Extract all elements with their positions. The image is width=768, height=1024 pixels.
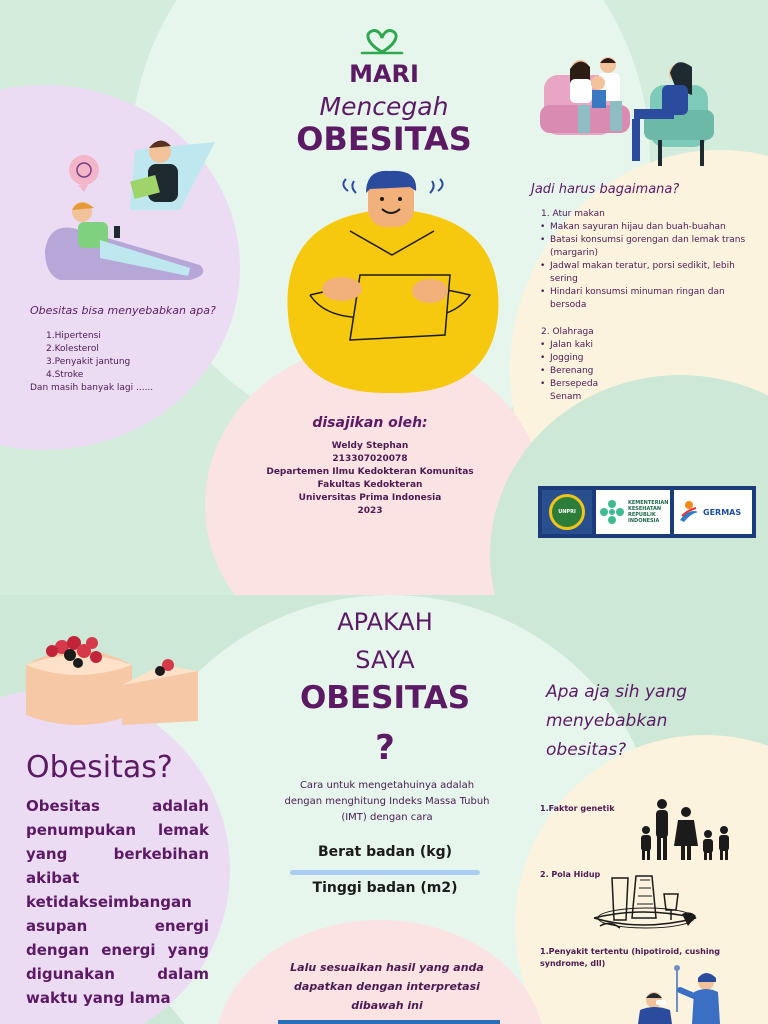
heart-logo-icon bbox=[358, 26, 406, 56]
logos-bar bbox=[538, 486, 756, 538]
presenter-line: Fakultas Kedokteran bbox=[317, 480, 423, 490]
presenter-label: disajikan oleh: bbox=[312, 415, 428, 431]
bmi-fraction-line bbox=[290, 870, 480, 875]
bmi-denominator: Tinggi badan (m2) bbox=[312, 880, 458, 896]
diet-item: • Hindari konsumsi minuman ringan dan bersoda bbox=[550, 286, 760, 312]
definition-title: Obesitas? bbox=[26, 750, 173, 785]
title-mencegah: Mencegah bbox=[319, 92, 449, 121]
cause-item: 3.Penyakit jantung bbox=[46, 357, 131, 367]
kemenkes-logo: KEMENTERIAN KESEHATAN REPUBLIK INDONESIA bbox=[596, 490, 670, 534]
diet-list bbox=[550, 221, 760, 312]
bmi-numerator: Berat badan (kg) bbox=[318, 844, 452, 860]
causes-list bbox=[46, 330, 226, 382]
saya-title: SAYA bbox=[355, 646, 415, 674]
cause-lifestyle: 2. Pola Hidup bbox=[540, 870, 601, 879]
presenter-line: 2023 bbox=[357, 506, 383, 516]
cause-disease: 1.Penyakit tertentu (hipotiroid, cushing syndrome, dll) bbox=[540, 947, 720, 968]
title-obesitas: OBESITAS bbox=[296, 120, 472, 158]
apakah-title: APAKAH bbox=[337, 608, 433, 636]
obese-man-illustration bbox=[280, 165, 505, 395]
presenter-line: Departemen Ilmu Kedokteran Komunitas bbox=[266, 467, 474, 477]
interpretation-table-edge bbox=[278, 1020, 500, 1024]
cause-item: 4.Stroke bbox=[46, 370, 84, 380]
presenter-line: 213307020078 bbox=[332, 454, 408, 464]
sport-item: • Jalan kaki bbox=[550, 339, 670, 352]
interpretation-text: Lalu sesuaikan hasil yang anda dapatkan dengan interpretasi dibawah ini bbox=[290, 961, 484, 1012]
diet-item: • Jadwal makan teratur, porsi sedikit, lebih sering bbox=[550, 260, 760, 286]
diet-item: • Batasi konsumsi gorengan dan lemak trans (margarin) bbox=[550, 234, 760, 260]
question-mark: ? bbox=[375, 728, 395, 768]
kemenkes-icon bbox=[599, 499, 625, 525]
cause-item: 1.Hipertensi bbox=[46, 331, 101, 341]
definition-text: Obesitas adalah penumpukan lemak yang berkebihan akibat ketidakseimbangan asupan energi dengan energi yang digunakan dalam waktu yang lama bbox=[26, 797, 209, 1007]
cake-illustration bbox=[22, 625, 202, 735]
how-question: Jadi harus bagaimana? bbox=[531, 182, 680, 197]
germas-logo: GERMAS bbox=[674, 490, 752, 534]
sport-item: • Berenang bbox=[550, 365, 670, 378]
presenter-info bbox=[230, 440, 510, 518]
sport-item: • Bersepeda bbox=[550, 378, 670, 391]
diet-heading: 1. Atur makan bbox=[541, 209, 605, 219]
sport-item: • Senam bbox=[550, 391, 670, 400]
sport-item: • Jogging bbox=[550, 352, 670, 365]
junk-food-illustration bbox=[592, 870, 700, 940]
title-mari: MARI bbox=[349, 60, 419, 88]
therapy-illustration bbox=[40, 130, 220, 290]
medical-illustration bbox=[636, 964, 726, 1024]
sport-heading: 2. Olahraga bbox=[541, 327, 594, 337]
imt-text: Cara untuk mengetahuinya adalah dengan menghitung Indeks Massa Tubuh (IMT) dengan cara bbox=[284, 780, 490, 823]
family-illustration bbox=[540, 55, 715, 170]
germas-icon bbox=[678, 500, 700, 524]
cause-genetic: 1.Faktor genetik bbox=[540, 804, 615, 813]
diet-item: • Makan sayuran hijau dan buah-buahan bbox=[550, 221, 760, 234]
cause-item: 2.Kolesterol bbox=[46, 344, 99, 354]
causes-bottom-question: Apa aja sih yang menyebabkan obesitas? bbox=[546, 682, 688, 760]
unpri-logo: UNPRI bbox=[542, 490, 592, 534]
sport-list bbox=[550, 339, 670, 400]
presenter-line: Universitas Prima Indonesia bbox=[298, 493, 442, 503]
presenter-line: Weldy Stephan bbox=[331, 441, 409, 451]
obesitas-bottom-title: OBESITAS bbox=[299, 680, 471, 716]
family-silhouette-illustration bbox=[636, 796, 736, 864]
causes-more: Dan masih banyak lagi ...... bbox=[30, 383, 154, 393]
causes-question: Obesitas bisa menyebabkan apa? bbox=[30, 304, 216, 317]
